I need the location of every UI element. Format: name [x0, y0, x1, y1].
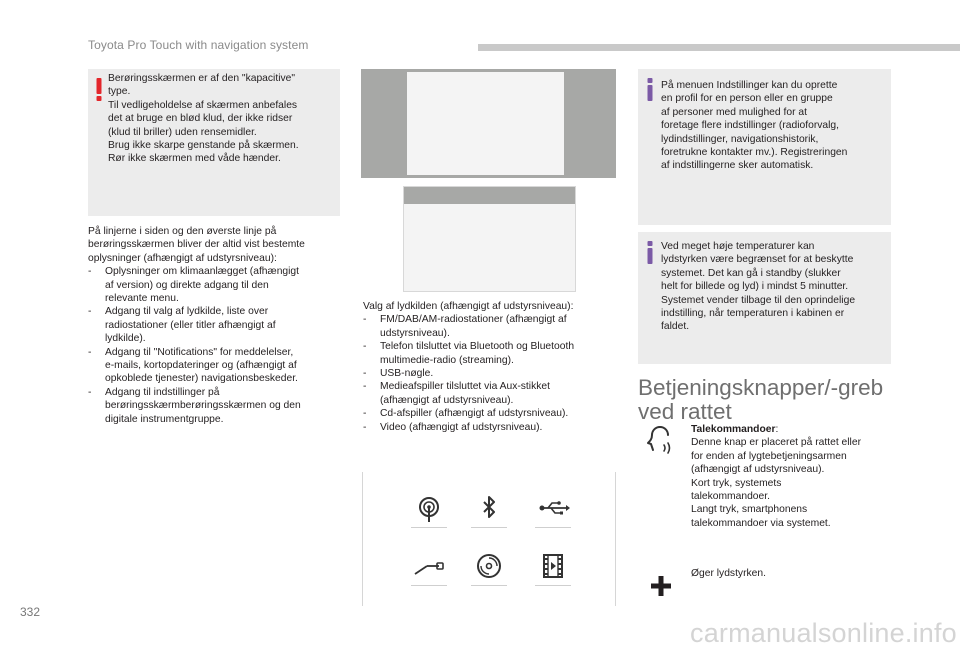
volume-up-text: Øger lydstyrken. — [691, 568, 766, 579]
page-number: 332 — [20, 605, 41, 619]
usb-icon — [535, 492, 571, 528]
warning-line: Berøringsskærmen er af den "kapacitive" — [108, 73, 296, 84]
aux-jack-icon — [411, 550, 447, 586]
warning-note-text — [108, 72, 299, 166]
warning-line: Brug ikke skarpe genstande på skærmen. — [108, 140, 299, 152]
warning-line: (klud til briller) uden rensemidler. — [108, 126, 257, 138]
intro-line: berøringsskærmen bliver der altid vist bestemte — [88, 239, 305, 251]
voice-command-icon — [644, 424, 680, 454]
touchscreen-illustration — [361, 69, 616, 178]
info-note-settings — [638, 69, 891, 225]
plus-icon — [650, 575, 672, 597]
list-item: - Oplysninger om klimaanlægget (afhængigt af version) og direkte adgang til den relevante menu. — [88, 266, 300, 305]
video-icon — [535, 550, 571, 586]
voice-command-text: Talekommandoer: Denne knap er placeret på rattet eller for enden af lygtebetjeningsarmen (afhængigt af udstyrsniveau). Kort tryk, systemets talekommandoer. Langt tryk, smartphonens talekommandoer via systemet. — [691, 424, 861, 529]
watermark: carmanualsonline.info — [690, 618, 957, 648]
list-item: - USB-nøgle. — [363, 368, 434, 380]
warning-line: Rør ikke skærmen med våde hænder. — [108, 153, 281, 165]
info-line: foretage flere indstillinger (radioforvalg, — [661, 120, 839, 132]
info-line: af personer med mulighed for at — [661, 106, 807, 118]
info-icon — [646, 241, 654, 264]
info-icon — [646, 78, 654, 101]
touchscreen-menu-illustration — [403, 186, 576, 292]
info-line: foretrukne kontakter mv.). Registreringen — [661, 147, 848, 159]
list-item: - Adgang til valg af lydkilde, liste over radiostationer (eller titler afhængigt af lydkilde). — [88, 306, 276, 345]
list-item: - Adgang til indstillinger på berøringsskærmberøringsskærmen og den digitale instrumentgruppe. — [88, 386, 301, 425]
warning-line: type. — [108, 86, 131, 98]
info-line: lydindstillinger, navigationshistorik, — [661, 133, 819, 145]
intro-line: oplysninger (afhængigt af udstyrsniveau): — [88, 252, 277, 264]
header-title: Toyota Pro Touch with navigation system — [88, 38, 309, 52]
cd-icon — [471, 550, 507, 586]
radio-icon — [411, 492, 447, 528]
info-line: af indstillingerne sker automatisk. — [661, 160, 814, 172]
warning-exclamation-icon — [95, 78, 103, 101]
voice-command-title: Talekommandoer — [691, 424, 776, 435]
list-item: - Telefon tilsluttet via Bluetooth og Bluetooth multimedie-radio (streaming). — [363, 341, 575, 366]
left-column-text — [88, 225, 348, 426]
intro-line: Valg af lydkilden (afhængigt af udstyrsniveau): — [363, 301, 574, 312]
warning-line: Til vedligeholdelse af skærmen anbefales — [108, 99, 298, 111]
info-note-temperature-text — [661, 240, 855, 334]
info-line: helt for billede og lyd) i mindst 5 minutter. — [661, 281, 849, 293]
list-item: - Medieafspiller tilsluttet via Aux-stikket (afhængigt af udstyrsniveau). — [363, 381, 550, 406]
intro-line: På linjerne i siden og den øverste linje på — [88, 226, 277, 237]
list-item: - Cd-afspiller (afhængigt af udstyrsniveau). — [363, 408, 569, 420]
info-line: indstilling, når temperaturen i kabinen er — [661, 308, 845, 320]
audio-source-icons — [362, 472, 616, 606]
touchscreen-menu-bar — [404, 187, 575, 204]
info-note-temperature — [638, 232, 891, 364]
list-item: - Adgang til "Notifications" for meddelelser, e-mails, kortopdateringer og (afhængigt af opkoblede tjenester) navigationsbeskeder. — [88, 346, 298, 385]
info-line: en profil for en person eller en gruppe — [661, 93, 833, 105]
info-line: lydstyrken være begrænset for at beskytte — [661, 254, 854, 266]
info-line: Ved meget høje temperaturer kan — [661, 241, 815, 252]
info-line: Systemet vender tilbage til den oprindelige — [661, 294, 856, 306]
info-line: faldet. — [661, 321, 690, 333]
section-heading: Betjeningsknapper/-greb ved rattet — [638, 375, 884, 424]
list-item: - Video (afhængigt af udstyrsniveau). — [363, 421, 543, 433]
warning-line: det at bruge en blød klud, der ikke ridser — [108, 113, 293, 125]
info-line: systemet. Det kan gå i standby (slukker — [661, 267, 841, 279]
info-line: På menuen Indstillinger kan du oprette — [661, 80, 838, 91]
header-bar — [478, 44, 960, 51]
touchscreen-panel — [407, 72, 564, 175]
list-item: - FM/DAB/AM-radiostationer (afhængigt af udstyrsniveau). — [363, 314, 567, 339]
middle-column-text — [363, 300, 623, 434]
info-note-settings-text — [661, 79, 847, 173]
bluetooth-icon — [471, 492, 507, 528]
warning-note — [88, 69, 340, 216]
